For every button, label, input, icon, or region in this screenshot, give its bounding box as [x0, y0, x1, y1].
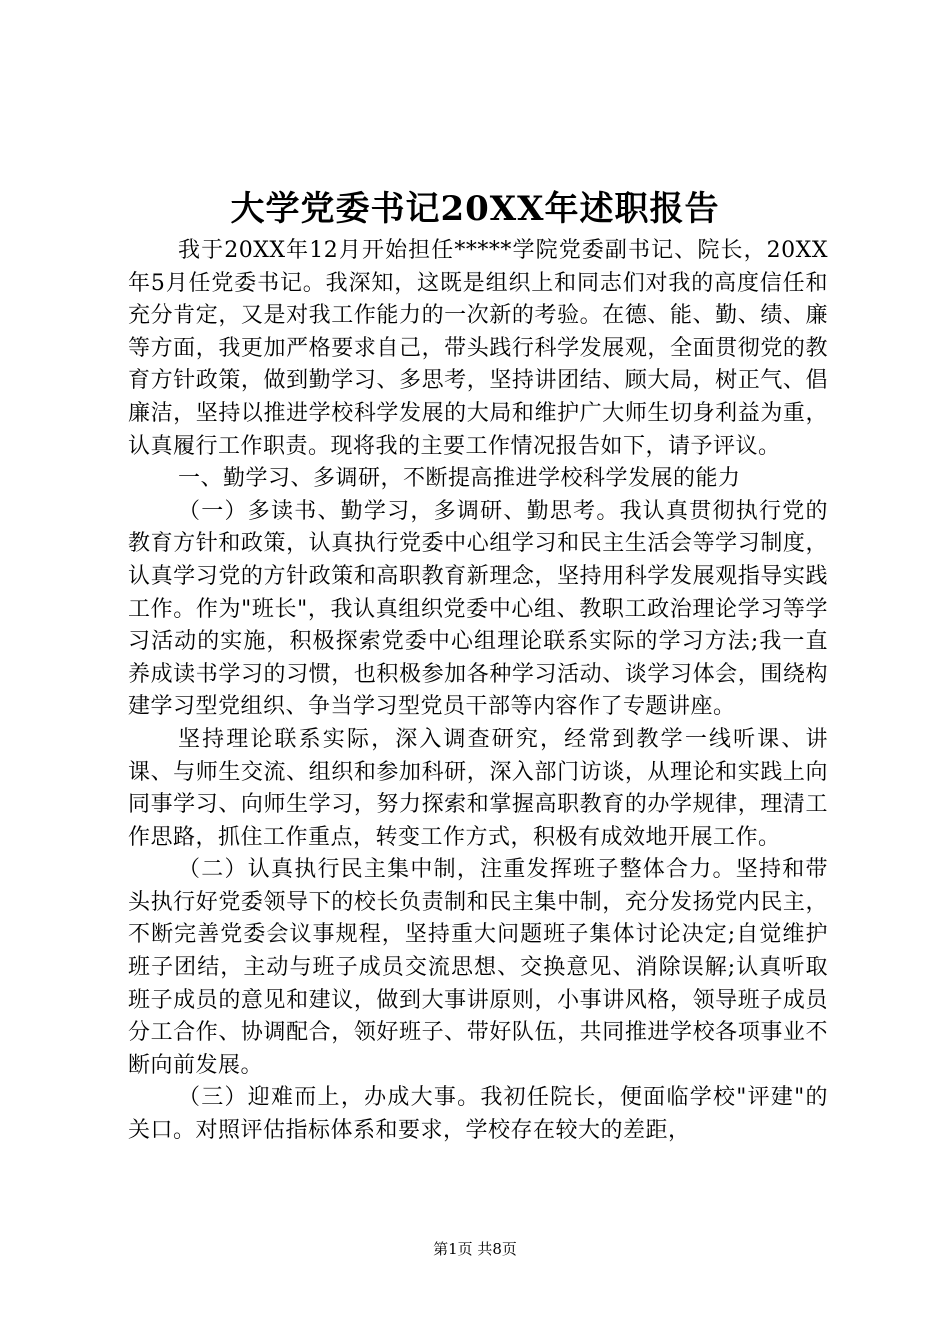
- document-title: 大学党委书记20XX年述职报告: [230, 189, 720, 229]
- paragraph-practice: 坚持理论联系实际，深入调查研究，经常到教学一线听课、讲课、与师生交流、组织和参加科研，深入部门访谈，从理论和实践上向同事学习、向师生学习，努力探索和掌握高职教育的办学规律，理清工作思路，抓住工作重点，转变工作方式，积极有成效地开展工作。: [128, 726, 828, 850]
- paragraph-democratic-centralism: （二）认真执行民主集中制，注重发挥班子整体合力。坚持和带头执行好党委领导下的校长负责制和民主集中制，充分发扬党内民主，不断完善党委会议事规程，坚持重大问题班子集体讨论决定;自觉维护班子团结，主动与班子成员交流思想、交换意见、消除误解;认真听取班子成员的意见和建议，做到大事讲原则，小事讲风格，领导班子成员分工合作、协调配合，领好班子、带好队伍，共同推进学校各项事业不断向前发展。: [128, 857, 828, 1078]
- paragraph-intro: 我于20XX年12月开始担任*****学院党委副书记、院长，20XX年5月任党委书记。我深知，这既是组织上和同志们对我的高度信任和充分肯定，又是对我工作能力的一次新的考验。在德、能、勤、绩、廉等方面，我更加严格要求自己，带头践行科学发展观，全面贯彻党的教育方针政策，做到勤学习、多思考，坚持讲团结、顾大局，树正气、倡廉洁，坚持以推进学校科学发展的大局和维护广大师生切身利益为重，认真履行工作职责。现将我的主要工作情况报告如下，请予评议。: [128, 238, 828, 459]
- paragraph-study: （一）多读书、勤学习，多调研、勤思考。我认真贯彻执行党的教育方针和政策，认真执行党委中心组学习和民主生活会等学习制度，认真学习党的方针政策和高职教育新理念，坚持用科学发展观指导实践工作。作为"班长"，我认真组织党委中心组、教职工政治理论学习等学习活动的实施，积极探索党委中心组理论联系实际的学习方法;我一直养成读书学习的习惯，也积极参加各种学习活动、谈学习体会，围绕构建学习型党组织、争当学习型党员干部等内容作了专题讲座。: [128, 498, 828, 720]
- section-heading-1: 一、勤学习、多调研，不断提高推进学校科学发展的能力: [178, 466, 741, 492]
- document-body: [128, 235, 828, 1148]
- page-footer: 第1页 共8页: [433, 1240, 517, 1258]
- paragraph-challenges: （三）迎难而上，办成大事。我初任院长，便面临学校"评建"的关口。对照评估指标体系和要求，学校存在较大的差距，: [128, 1085, 828, 1144]
